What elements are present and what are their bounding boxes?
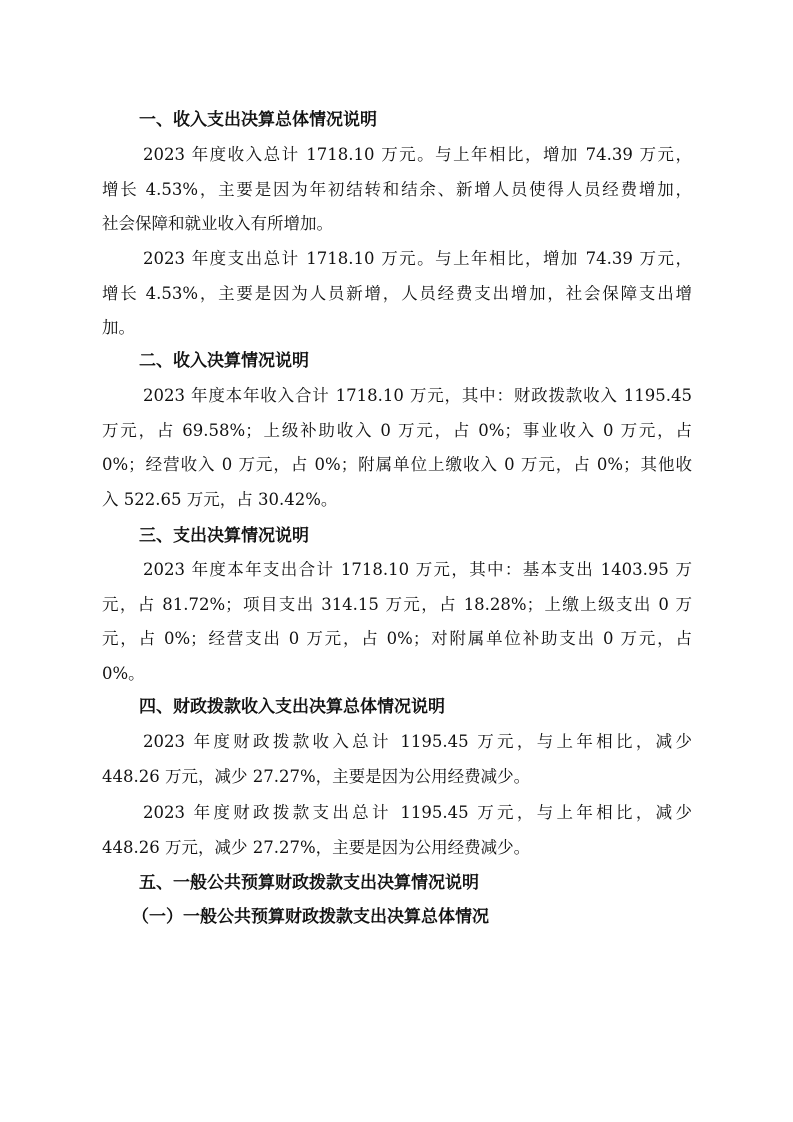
subsection-heading: （一）一般公共预算财政拨款支出决算总体情况 [132, 907, 489, 927]
paragraph-line: 增长 4.53%，主要是因为年初结转和结余、新增人员使得人员经费增加， [102, 179, 692, 199]
section-heading-2: 二、收入决算情况说明 [139, 351, 309, 371]
section-3-paragraph-1 [102, 553, 692, 691]
paragraph-line: 增长 4.53%，主要是因为人员新增，人员经费支出增加，社会保障支出增 [102, 283, 692, 303]
paragraph-line: 加。 [102, 318, 135, 337]
section-heading-1: 一、收入支出决算总体情况说明 [139, 110, 377, 130]
paragraph-line: 2023 年度财政拨款支出总计 1195.45 万元，与上年相比，减少 [143, 803, 692, 822]
paragraph-line: 2023 年度本年收入合计 1718.10 万元，其中：财政拨款收入 1195.45 [143, 386, 692, 405]
paragraph-line: 社会保障和就业收入有所增加。 [102, 214, 333, 233]
section-heading-4: 四、财政拨款收入支出决算总体情况说明 [139, 697, 445, 717]
paragraph-line: 2023 年度收入总计 1718.10 万元。与上年相比，增加 74.39 万元， [143, 145, 692, 164]
paragraph-line: 万元，占 69.58%；上级补助收入 0 万元，占 0%；事业收入 0 万元，占 [102, 420, 692, 440]
paragraph-line: 0%。 [102, 663, 145, 683]
paragraph-line: 0%；经营收入 0 万元，占 0%；附属单位上缴收入 0 万元，占 0%；其他收 [102, 455, 692, 474]
paragraph-line: 元，占 81.72%；项目支出 314.15 万元，占 18.28%；上缴上级支出 0 万 [102, 594, 692, 614]
paragraph-line: 2023 年度本年支出合计 1718.10 万元，其中：基本支出 1403.95 万 [143, 560, 692, 579]
section-heading-3: 三、支出决算情况说明 [139, 526, 309, 546]
section-heading-5: 五、一般公共预算财政拨款支出决算情况说明 [139, 873, 479, 893]
paragraph-line: 元，占 0%；经营支出 0 万元，占 0%；对附属单位补助支出 0 万元，占 [102, 629, 692, 648]
section-2-paragraph-1 [102, 379, 692, 517]
paragraph-line: 2023 年度财政拨款收入总计 1195.45 万元，与上年相比，减少 [143, 732, 692, 751]
paragraph-line: 448.26 万元，减少 27.27%，主要是因为公用经费减少。 [102, 837, 531, 857]
section-1-paragraph-1 [102, 138, 692, 242]
paragraph-line: 448.26 万元，减少 27.27%，主要是因为公用经费减少。 [102, 766, 531, 786]
section-4-paragraph-2 [102, 796, 692, 865]
section-1-paragraph-2 [102, 242, 692, 346]
section-4-paragraph-1 [102, 725, 692, 794]
paragraph-line: 2023 年度支出总计 1718.10 万元。与上年相比，增加 74.39 万元， [143, 249, 692, 268]
paragraph-line: 入 522.65 万元，占 30.42%。 [102, 489, 338, 509]
